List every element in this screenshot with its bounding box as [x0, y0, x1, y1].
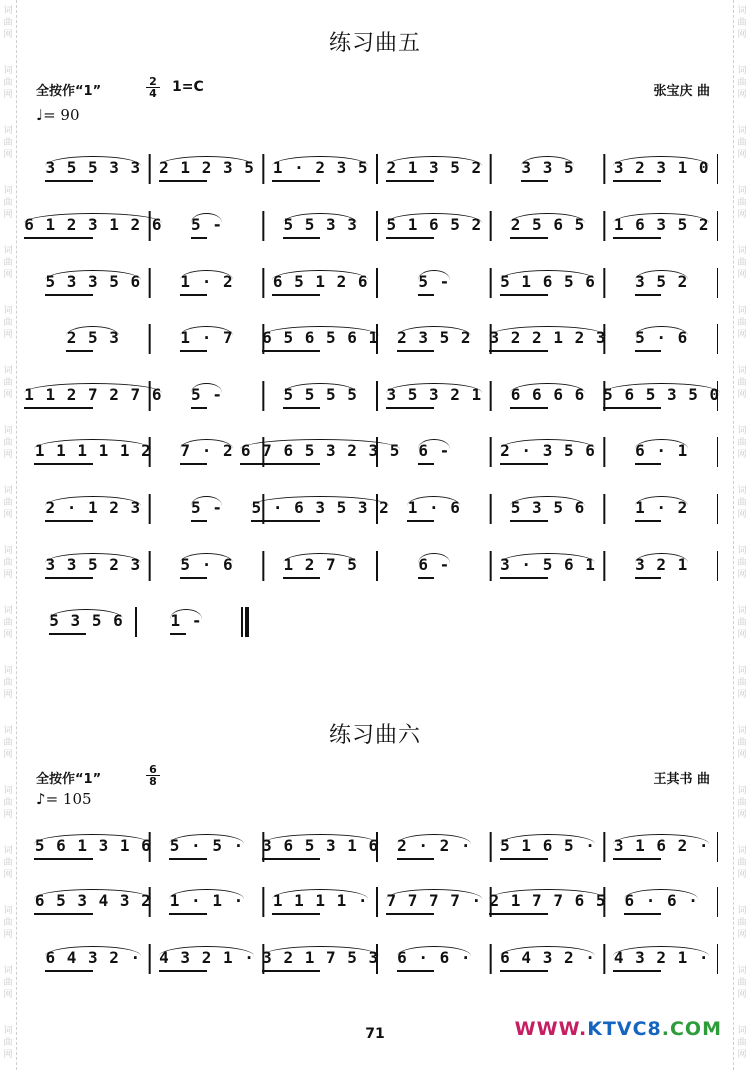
beam-underline — [500, 294, 548, 296]
measure-notes-text: 6 5 1 2 6 — [272, 272, 369, 291]
watermark-char: 词 — [737, 786, 747, 796]
left-watermark-strip — [0, 0, 17, 1070]
beam-underline — [418, 463, 434, 465]
watermark-char: 词 — [737, 966, 747, 976]
watermark-char: 曲 — [737, 618, 747, 628]
score-line — [36, 490, 718, 530]
measure-notes-text: 5 - — [191, 385, 223, 404]
composer-credit: 王其书 曲 — [653, 772, 710, 787]
measure-notes-text: 3 2 1 7 5 3 — [262, 948, 380, 967]
measure-notes-text: 4 3 2 1 · — [159, 948, 255, 967]
watermark-char: 曲 — [3, 618, 13, 628]
measure-notes-text: 3 2 2 1 2 3 — [489, 328, 607, 347]
watermark-char: 词 — [737, 186, 747, 196]
beam-underline — [159, 970, 207, 972]
watermark-char: 曲 — [3, 978, 13, 988]
measure-notes-text: 4 3 2 1 · — [613, 948, 710, 967]
measure-notes-text: 6 4 3 2 · — [45, 948, 142, 967]
measure-notes-text: 7 7 7 7 · — [386, 891, 483, 910]
beam-underline — [489, 350, 547, 352]
beam-underline — [397, 858, 434, 860]
measure-notes-text: 6 4 3 2 · — [500, 948, 596, 967]
beam-underline — [45, 520, 93, 522]
beam-underline — [169, 858, 206, 860]
beam-underline — [613, 970, 661, 972]
time-signature-numerator: 6 — [146, 764, 160, 776]
watermark-char: 网 — [737, 1050, 747, 1060]
measure-notes-text: 6 5 6 5 6 1 — [262, 328, 380, 347]
beam-underline — [34, 913, 92, 915]
watermark-char: 词 — [3, 66, 13, 76]
measure-notes-text: 6 · 1 — [635, 441, 689, 460]
watermark-char: 网 — [737, 150, 747, 160]
watermark-char: 词 — [737, 366, 747, 376]
watermark-char: 词 — [3, 6, 13, 16]
measure-notes-text: 7 · 2 — [180, 441, 234, 460]
measure-notes-text: 5 - — [191, 215, 223, 234]
beam-underline — [49, 633, 86, 635]
measure-notes-text: 2 · 2 · — [397, 836, 472, 855]
watermark-char: 网 — [737, 510, 747, 520]
watermark-char: 词 — [737, 306, 747, 316]
watermark-char: 网 — [3, 30, 13, 40]
measure-notes-text: 3 · 5 6 1 — [500, 555, 596, 574]
beam-underline — [635, 463, 662, 465]
watermark-char: 词 — [737, 66, 747, 76]
watermark-char: 网 — [737, 630, 747, 640]
watermark-char: 曲 — [737, 978, 747, 988]
measure-notes-text: 5 - — [191, 498, 223, 517]
beam-underline — [24, 407, 93, 409]
watermark-char: 网 — [3, 210, 13, 220]
composer-credit: 张宝庆 曲 — [653, 84, 710, 99]
score-line — [36, 828, 718, 868]
measure-notes-text: 1 · 1 · — [169, 891, 245, 910]
beam-underline — [397, 350, 434, 352]
watermark-char: 曲 — [737, 918, 747, 928]
beam-underline — [251, 520, 320, 522]
watermark-char: 曲 — [3, 1038, 13, 1048]
watermark-char: 曲 — [737, 498, 747, 508]
time-signature-numerator: 2 — [146, 76, 160, 88]
measure-notes-text: 2 1 7 7 6 5 — [489, 891, 607, 910]
score-line — [36, 603, 718, 643]
beam-underline — [500, 463, 548, 465]
beam-underline — [500, 577, 548, 579]
watermark-char: 词 — [737, 426, 747, 436]
beam-underline — [191, 237, 207, 239]
site-logo-ktvc8: KTVC8 — [587, 1018, 662, 1040]
beam-underline — [283, 577, 320, 579]
watermark-char: 词 — [3, 306, 13, 316]
beam-underline — [191, 407, 207, 409]
beam-underline — [170, 633, 186, 635]
measure-notes-text: 3 1 6 2 · — [613, 836, 710, 855]
beam-underline — [45, 294, 93, 296]
measure-notes-text: 6 - — [418, 441, 451, 460]
measure-notes-text: 1 2 7 5 — [283, 555, 358, 574]
measure-notes-text: 5 3 5 6 — [49, 611, 124, 630]
measure-notes-text: 5 · 6 — [180, 555, 234, 574]
measure-notes-text: 1 · 2 3 5 — [272, 158, 369, 177]
beam-underline — [386, 407, 434, 409]
right-watermark-strip — [733, 0, 750, 1070]
watermark-char: 词 — [737, 486, 747, 496]
measure-notes-text: 5 3 3 5 6 — [45, 272, 142, 291]
fingering-label: 全按作“1” — [36, 84, 102, 99]
watermark-char: 曲 — [3, 138, 13, 148]
watermark-char: 曲 — [3, 198, 13, 208]
measure-notes-text: 5 3 5 6 — [510, 498, 586, 517]
measure-notes-text: 5 5 5 5 — [283, 385, 358, 404]
beam-underline — [635, 577, 662, 579]
watermark-char: 曲 — [737, 378, 747, 388]
measure-notes-text: 3 2 1 — [635, 555, 689, 574]
measure-notes-text: 5 · 5 · — [169, 836, 245, 855]
watermark-char: 曲 — [737, 558, 747, 568]
measure-notes-text: 3 5 5 3 3 — [45, 158, 142, 177]
score-line — [24, 207, 718, 247]
time-signature — [146, 76, 160, 99]
measure-notes-text: 5 1 6 5 · — [500, 836, 596, 855]
watermark-char: 词 — [3, 1026, 13, 1036]
watermark-char: 曲 — [737, 738, 747, 748]
watermark-char: 词 — [3, 546, 13, 556]
watermark-char: 网 — [737, 90, 747, 100]
site-logo-www: WWW. — [514, 1018, 588, 1040]
watermark-char: 曲 — [3, 498, 13, 508]
beam-underline — [262, 970, 320, 972]
measure-notes-text: 1 · 2 — [180, 272, 234, 291]
beam-underline — [272, 913, 320, 915]
beam-underline — [272, 180, 320, 182]
beam-underline — [635, 350, 662, 352]
measure-notes-text: 6 1 2 3 1 2 6 — [24, 215, 163, 234]
watermark-char: 词 — [3, 846, 13, 856]
watermark-char: 网 — [737, 990, 747, 1000]
measure-notes-text: 6 · 6 · — [624, 891, 699, 910]
watermark-char: 曲 — [737, 318, 747, 328]
measure-notes-text: 1 · 6 — [407, 498, 461, 517]
watermark-char: 网 — [737, 390, 747, 400]
watermark-char: 词 — [737, 606, 747, 616]
measure-notes-text: 2 · 1 2 3 — [45, 498, 142, 517]
beam-underline — [45, 180, 93, 182]
beam-underline — [500, 970, 548, 972]
beam-underline — [262, 858, 320, 860]
measure-notes-text: 2 3 5 2 — [397, 328, 472, 347]
beam-underline — [613, 180, 661, 182]
watermark-char: 词 — [3, 606, 13, 616]
beam-underline — [603, 407, 661, 409]
beam-underline — [180, 463, 207, 465]
beam-underline — [418, 294, 434, 296]
watermark-char: 网 — [737, 870, 747, 880]
watermark-char: 词 — [3, 666, 13, 676]
watermark-char: 曲 — [737, 678, 747, 688]
beam-underline — [169, 913, 206, 915]
watermark-char: 曲 — [3, 318, 13, 328]
measure-notes-text: 1 1 2 7 2 7 6 — [24, 385, 163, 404]
watermark-char: 网 — [3, 330, 13, 340]
measure-notes-text: 5 5 3 3 — [283, 215, 358, 234]
site-logo — [515, 1018, 722, 1040]
watermark-char: 词 — [737, 126, 747, 136]
watermark-char: 词 — [737, 6, 747, 16]
measure-notes-text: 2 1 2 3 5 — [159, 158, 255, 177]
score-line — [24, 377, 721, 417]
watermark-char: 曲 — [737, 438, 747, 448]
watermark-char: 词 — [3, 426, 13, 436]
watermark-char: 网 — [737, 750, 747, 760]
barlines — [36, 603, 718, 643]
watermark-char: 网 — [3, 870, 13, 880]
watermark-char: 网 — [3, 570, 13, 580]
beam-underline — [180, 350, 207, 352]
piece-title: 练习曲五 — [328, 31, 421, 56]
watermark-char: 曲 — [3, 258, 13, 268]
measure-notes-text: 5 1 6 5 6 — [500, 272, 596, 291]
beam-underline — [272, 294, 320, 296]
watermark-char: 网 — [737, 330, 747, 340]
beam-underline — [624, 913, 661, 915]
beam-underline — [191, 520, 207, 522]
tempo-marking: ♪= 105 — [36, 790, 92, 808]
watermark-char: 网 — [3, 1050, 13, 1060]
watermark-char: 网 — [3, 510, 13, 520]
watermark-char: 曲 — [3, 858, 13, 868]
watermark-char: 曲 — [3, 78, 13, 88]
watermark-char: 词 — [737, 846, 747, 856]
measure-notes-text: 5 · 6 3 5 3 2 — [251, 498, 390, 517]
watermark-char: 网 — [3, 630, 13, 640]
measure-notes-text: 2 1 3 5 2 — [386, 158, 483, 177]
watermark-char: 曲 — [737, 258, 747, 268]
watermark-char: 曲 — [737, 18, 747, 28]
watermark-char: 曲 — [3, 558, 13, 568]
watermark-char: 词 — [737, 546, 747, 556]
watermark-char: 网 — [3, 990, 13, 1000]
score-line — [36, 940, 718, 980]
watermark-char: 曲 — [3, 918, 13, 928]
measure-notes-text: 1 1 1 1 1 2 — [34, 441, 152, 460]
score-line — [36, 264, 718, 304]
measure-notes-text: 5 6 5 3 5 0 — [603, 385, 721, 404]
watermark-char: 曲 — [737, 798, 747, 808]
beam-underline — [386, 913, 434, 915]
beam-underline — [521, 180, 548, 182]
watermark-char: 网 — [737, 570, 747, 580]
beam-underline — [34, 463, 92, 465]
watermark-char: 曲 — [3, 738, 13, 748]
measure-notes-text: 6 7 6 5 3 2 3 5 — [240, 441, 401, 460]
time-signature-denominator: 8 — [149, 775, 157, 788]
beam-underline — [397, 970, 434, 972]
page-number: 71 — [365, 1026, 385, 1042]
measure-notes-text: 1 1 1 1 · — [272, 891, 369, 910]
watermark-char: 曲 — [737, 138, 747, 148]
measure-notes-text: 5 · 6 — [635, 328, 689, 347]
measure-notes-text: 6 5 3 4 3 2 — [34, 891, 152, 910]
beam-underline — [240, 463, 320, 465]
measure-notes-text: 1 · 7 — [180, 328, 234, 347]
measure-notes-text: 3 3 5 2 3 — [45, 555, 142, 574]
watermark-char: 词 — [3, 786, 13, 796]
beam-underline — [283, 407, 320, 409]
score-line — [36, 433, 718, 473]
watermark-char: 词 — [3, 186, 13, 196]
measure-notes-text: 1 - — [170, 611, 203, 630]
beam-underline — [45, 577, 93, 579]
beam-underline — [500, 858, 548, 860]
beam-underline — [386, 180, 434, 182]
beam-underline — [510, 520, 547, 522]
watermark-char: 词 — [737, 246, 747, 256]
measure-notes-text: 3 6 5 3 1 6 — [262, 836, 380, 855]
watermark-char: 网 — [3, 90, 13, 100]
measure-notes-text: 6 - — [418, 555, 451, 574]
watermark-char: 网 — [737, 450, 747, 460]
watermark-char: 网 — [737, 930, 747, 940]
watermark-char: 曲 — [737, 1038, 747, 1048]
watermark-char: 网 — [3, 270, 13, 280]
watermark-char: 曲 — [737, 78, 747, 88]
beam-underline — [613, 237, 661, 239]
watermark-char: 网 — [3, 690, 13, 700]
watermark-char: 曲 — [3, 18, 13, 28]
measure-notes-text: 5 - — [418, 272, 451, 291]
beam-underline — [510, 237, 547, 239]
beam-underline — [418, 577, 434, 579]
measure-notes-text: 1 · 2 — [635, 498, 689, 517]
measure-notes-text: 2 5 6 5 — [510, 215, 586, 234]
watermark-char: 词 — [737, 726, 747, 736]
score-line — [36, 150, 718, 190]
watermark-char: 网 — [3, 150, 13, 160]
beam-underline — [613, 858, 661, 860]
score-line — [36, 320, 718, 360]
beam-underline — [489, 913, 547, 915]
watermark-char: 词 — [3, 126, 13, 136]
measure-notes-text: 6 · 6 · — [397, 948, 472, 967]
watermark-char: 词 — [3, 246, 13, 256]
measure-notes-text: 5 6 1 3 1 6 — [34, 836, 152, 855]
watermark-char: 曲 — [3, 378, 13, 388]
time-signature-denominator: 4 — [149, 87, 157, 100]
watermark-char: 网 — [737, 690, 747, 700]
watermark-char: 词 — [3, 726, 13, 736]
watermark-char: 曲 — [737, 858, 747, 868]
measure-notes-text: 2 5 3 — [66, 328, 120, 347]
watermark-char: 网 — [3, 930, 13, 940]
piece-title: 练习曲六 — [328, 723, 421, 748]
watermark-char: 词 — [3, 906, 13, 916]
measure-notes-text: 2 · 3 5 6 — [500, 441, 596, 460]
watermark-char: 词 — [737, 906, 747, 916]
beam-underline — [66, 350, 93, 352]
watermark-char: 网 — [3, 390, 13, 400]
measure-notes-text: 3 5 3 2 1 — [386, 385, 483, 404]
watermark-char: 曲 — [3, 798, 13, 808]
watermark-char: 网 — [3, 450, 13, 460]
watermark-char: 曲 — [3, 678, 13, 688]
score-line — [36, 883, 718, 923]
beam-underline — [180, 294, 207, 296]
time-signature — [146, 764, 160, 787]
watermark-char: 曲 — [737, 198, 747, 208]
tempo-marking: ♩= 90 — [36, 106, 80, 124]
watermark-char: 网 — [737, 30, 747, 40]
beam-underline — [45, 970, 93, 972]
measure-notes-text: 6 6 6 6 — [510, 385, 586, 404]
beam-underline — [635, 520, 662, 522]
beam-underline — [386, 237, 434, 239]
beam-underline — [635, 294, 662, 296]
fingering-label: 全按作“1” — [36, 772, 102, 787]
watermark-char: 词 — [3, 966, 13, 976]
beam-underline — [262, 350, 320, 352]
watermark-char: 网 — [3, 810, 13, 820]
watermark-char: 网 — [737, 210, 747, 220]
watermark-char: 网 — [737, 810, 747, 820]
measure-notes-text: 1 6 3 5 2 — [613, 215, 710, 234]
watermark-char: 网 — [737, 270, 747, 280]
key-signature: 1=C — [172, 79, 204, 95]
measure-notes-text: 3 2 3 1 0 — [613, 158, 710, 177]
beam-underline — [159, 180, 207, 182]
beam-underline — [24, 237, 93, 239]
watermark-char: 词 — [3, 486, 13, 496]
watermark-char: 曲 — [3, 438, 13, 448]
watermark-char: 网 — [3, 750, 13, 760]
measure-notes-text: 3 5 2 — [635, 272, 689, 291]
beam-underline — [510, 407, 547, 409]
watermark-char: 词 — [737, 666, 747, 676]
measure-notes-text: 3 3 5 — [521, 158, 575, 177]
score-line — [36, 547, 718, 587]
beam-underline — [180, 577, 207, 579]
beam-underline — [34, 858, 92, 860]
watermark-char: 词 — [3, 366, 13, 376]
site-logo-com: .COM — [661, 1018, 722, 1040]
watermark-char: 词 — [737, 1026, 747, 1036]
beam-underline — [283, 237, 320, 239]
beam-underline — [407, 520, 434, 522]
measure-notes-text: 5 1 6 5 2 — [386, 215, 483, 234]
